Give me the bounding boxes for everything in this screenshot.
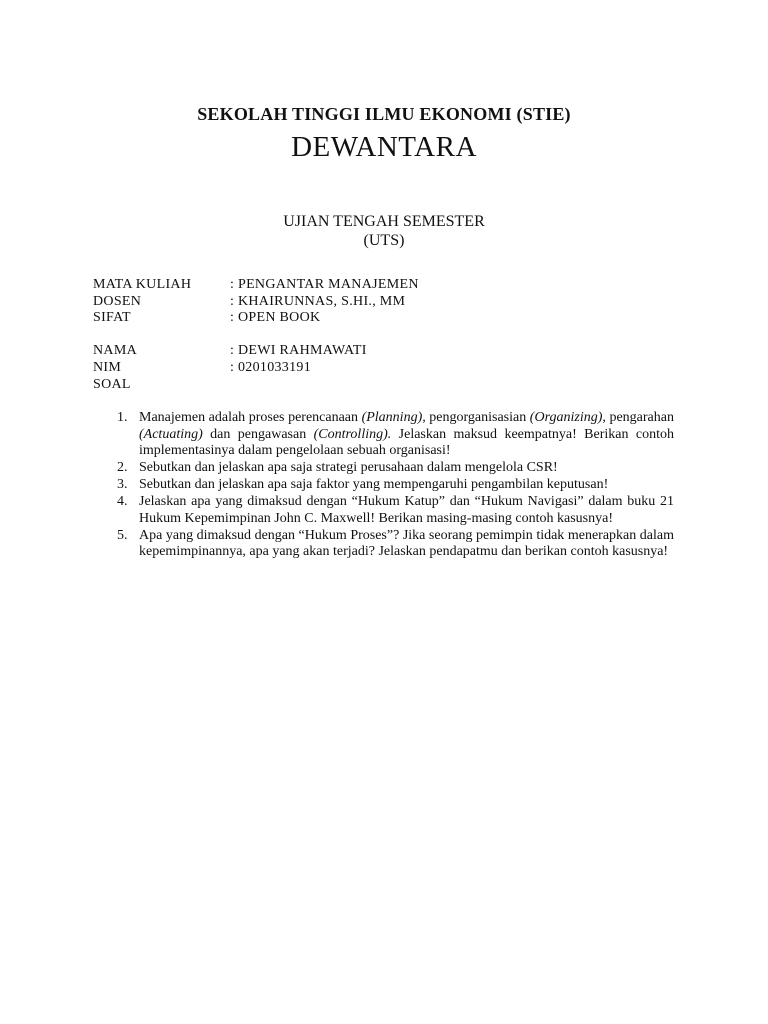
exam-info-block [93, 277, 693, 393]
question-item [93, 477, 674, 494]
info-value-nature: : OPEN BOOK [230, 310, 321, 326]
info-label-course: MATA KULIAH [93, 277, 192, 292]
question-text [139, 528, 674, 561]
question-item [93, 528, 674, 561]
question-text [139, 460, 674, 477]
question-text [139, 494, 674, 527]
question-text-segment: Jelaskan apa yang dimaksud dengan “Hukum Katup” dan “Hukum Navigasi” dalam buku 21 Hukum Kepemimpinan John C. Maxwell! Berikan masing-masing contoh kasusnya! [139, 494, 674, 526]
exam-title-line1: UJIAN TENGAH SEMESTER [283, 213, 485, 230]
info-row-course [93, 277, 693, 294]
info-value-lecturer: : KHAIRUNNAS, S.HI., MM [230, 293, 406, 309]
info-row-nim [93, 360, 693, 377]
question-item [93, 494, 674, 527]
question-text [139, 477, 674, 494]
question-number: 1. [117, 410, 128, 425]
info-row-lecturer [93, 294, 693, 311]
question-text-segment: pengorganisasian [425, 410, 530, 425]
question-number: 4. [117, 494, 128, 509]
question-item [93, 460, 674, 477]
info-value-course: : PENGANTAR MANAJEMEN [230, 277, 419, 292]
question-text-segment: dan pengawasan [202, 426, 314, 442]
institution-heading: SEKOLAH TINGGI ILMU EKONOMI (STIE) [197, 104, 571, 124]
info-label-nature: SIFAT [93, 310, 131, 326]
question-list [93, 410, 674, 561]
info-value-nim: : 0201033191 [230, 359, 311, 375]
question-text-segment: , pengarahan [602, 410, 674, 425]
info-label-lecturer: DOSEN [93, 293, 142, 309]
question-term: (Actuating) [139, 426, 203, 442]
question-text [139, 410, 674, 460]
question-text-segment: Manajemen adalah proses perencanaan [139, 410, 362, 425]
question-item [93, 410, 674, 460]
exam-title [0, 212, 768, 250]
school-name-heading: DEWANTARA [291, 131, 477, 163]
question-term: (Organizing) [529, 410, 603, 425]
info-label-name: NAMA [93, 343, 137, 359]
info-value-name: : DEWI RAHMAWATI [230, 343, 367, 359]
info-label-soal: SOAL [93, 376, 131, 392]
question-number: 2. [117, 460, 128, 475]
info-label-nim: NIM [93, 359, 122, 375]
exam-title-line2: (UTS) [363, 232, 405, 249]
question-term: (Controlling). [313, 426, 392, 442]
question-term: (Planning), [361, 410, 426, 425]
info-spacer [93, 327, 693, 344]
info-row-nature [93, 310, 693, 327]
question-number: 5. [117, 527, 128, 543]
question-text-segment: Jelaskan maksud keempatnya! Berikan contoh implementasinya dalam pengelolaan sebuah organisasi! [139, 426, 674, 458]
question-text-segment: Sebutkan dan jelaskan apa saja faktor yang mempengaruhi pengambilan keputusan! [139, 477, 609, 492]
info-row-soal [93, 377, 693, 394]
question-text-segment: Apa yang dimaksud dengan “Hukum Proses”? Jika seorang pemimpin tidak menerapkan dalam kepemimpinannya, apa yang akan terjadi? Jelaskan pendapatmu dan berikan contoh kasusnya! [139, 527, 674, 559]
question-text-segment: Sebutkan dan jelaskan apa saja strategi perusahaan dalam mengelola CSR! [139, 460, 558, 475]
info-row-name [93, 343, 693, 360]
question-number: 3. [117, 477, 128, 492]
